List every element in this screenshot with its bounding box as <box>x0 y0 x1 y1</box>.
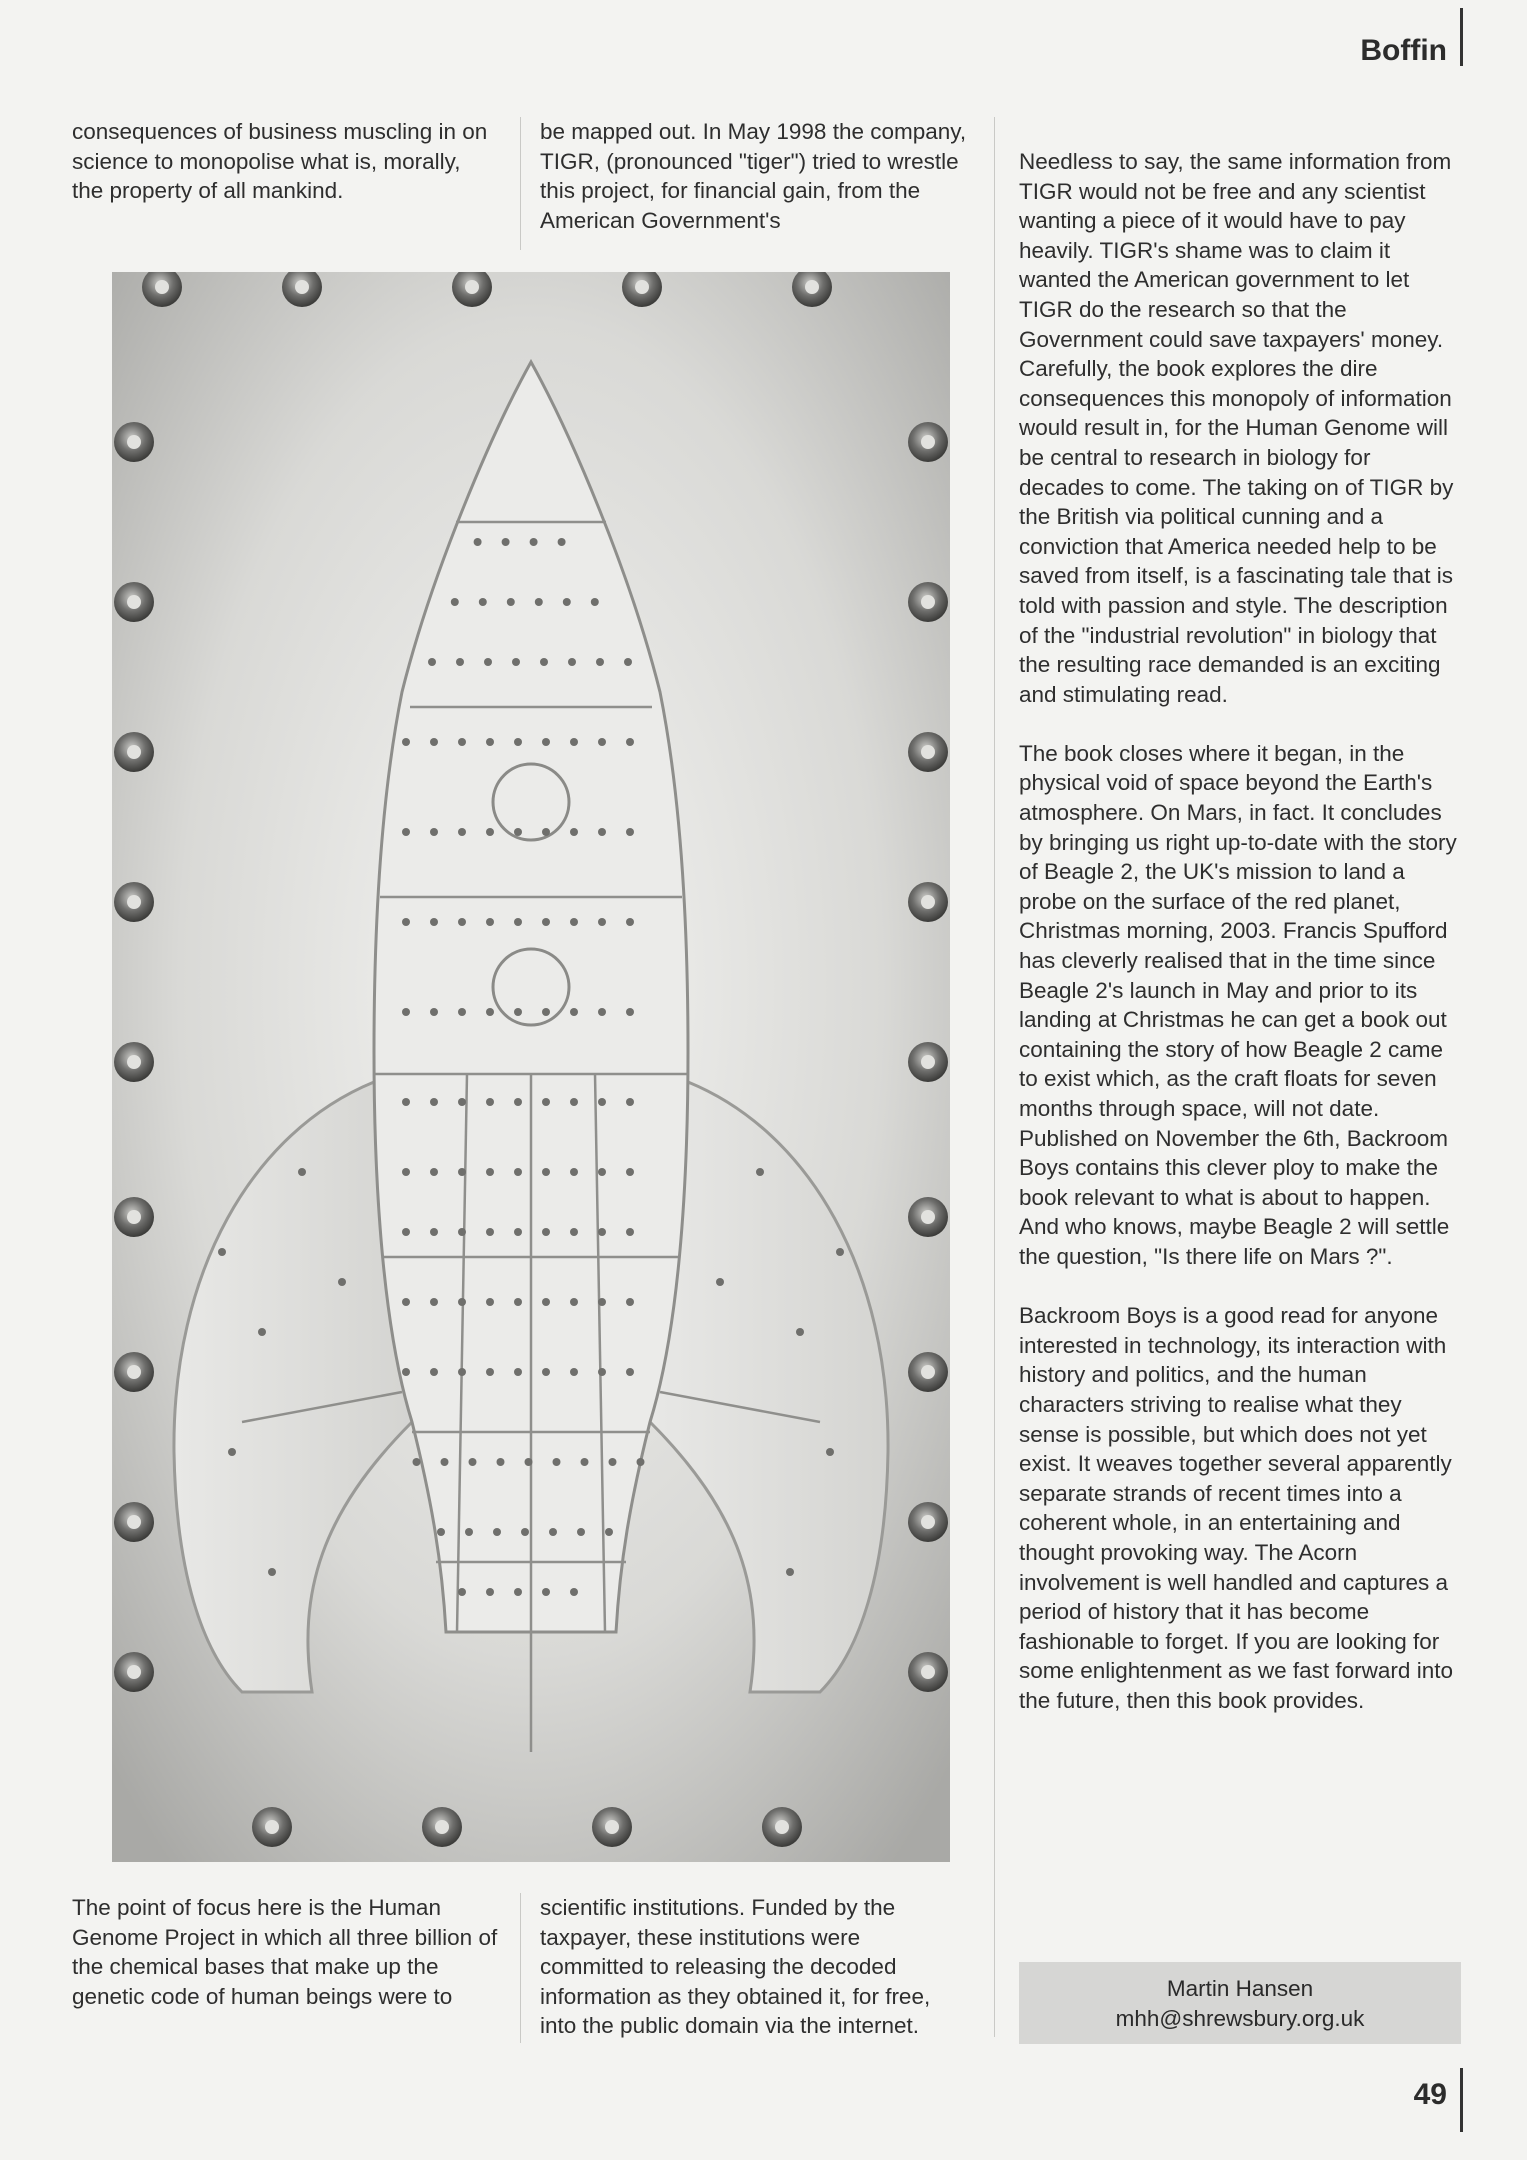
rivet <box>540 658 548 666</box>
paragraph: be mapped out. In May 1998 the company, TIGR, (pronounced "tiger") tried to wrestle this project, for financial gain, from the American Government's <box>540 119 967 233</box>
rivet <box>542 1228 550 1236</box>
rivet <box>535 598 543 606</box>
rivet <box>428 658 436 666</box>
rivet <box>402 1098 410 1106</box>
header-rule <box>1460 8 1463 66</box>
bolt-head <box>762 1807 802 1847</box>
rivet <box>570 1228 578 1236</box>
bolt-head <box>114 882 154 922</box>
rivet <box>596 658 604 666</box>
rivet <box>451 598 459 606</box>
rivet <box>716 1278 724 1286</box>
paragraph: The book closes where it began, in the physical void of space beyond the Earth's atmosphere. On Mars, in fact. It concludes by bringing us right up-to-date with the story of Beagle 2, the UK's mission to land a probe on the surface of the red planet, Christmas morning, 2003. Francis Spufford has cleverly realised that in the time since Beagle 2's launch in May and prior to its landing at Christmas he can get a book out containing the story of how Beagle 2 came to exist which, as the craft floats for seven months through space, will not date. Published on November the 6th, Backroom Boys contains this clever ploy to make the book relevant to what is about to happen. And who knows, maybe Beagle 2 will settle the question, "Is there life on Mars ?". <box>1019 740 1457 1269</box>
rivet <box>402 918 410 926</box>
bolt-head <box>908 1352 948 1392</box>
rivet <box>570 1168 578 1176</box>
rivet <box>402 1298 410 1306</box>
author-byline <box>1019 1962 1461 2044</box>
bolt-head <box>908 1197 948 1237</box>
author-name: Martin Hansen <box>1166 1976 1314 2001</box>
rivet <box>514 1168 522 1176</box>
bolt-head <box>252 1807 292 1847</box>
rivet <box>469 1458 477 1466</box>
rivet <box>298 1168 306 1176</box>
bolt-head <box>114 582 154 622</box>
rivet <box>514 828 522 836</box>
rivet <box>624 658 632 666</box>
rivet <box>502 538 510 546</box>
rivet <box>598 1228 606 1236</box>
rivet <box>479 598 487 606</box>
rivet <box>786 1568 794 1576</box>
rivet <box>542 1098 550 1106</box>
rivet <box>570 1008 578 1016</box>
rivet <box>484 658 492 666</box>
rivet <box>542 738 550 746</box>
rivet <box>430 738 438 746</box>
rivet <box>430 1368 438 1376</box>
rivet <box>458 1298 466 1306</box>
rivet <box>542 1008 550 1016</box>
rivet <box>756 1168 764 1176</box>
bolt-head <box>114 1652 154 1692</box>
column-middle-bottom <box>540 1893 970 2041</box>
rivet <box>626 1168 634 1176</box>
author-email: mhh@shrewsbury.org.uk <box>1115 2006 1365 2031</box>
rivet <box>486 1168 494 1176</box>
rivet <box>598 1168 606 1176</box>
rivet <box>458 1098 466 1106</box>
bolt-head <box>908 732 948 772</box>
rivet <box>486 918 494 926</box>
rivet <box>549 1528 557 1536</box>
bolt-head <box>114 732 154 772</box>
rivet <box>430 828 438 836</box>
bolt-head <box>908 1652 948 1692</box>
rivet <box>486 1098 494 1106</box>
column-divider-right <box>994 117 995 2037</box>
rivet <box>796 1328 804 1336</box>
rivet <box>441 1458 449 1466</box>
rivet <box>570 738 578 746</box>
paragraph: Needless to say, the same information from TIGR would not be free and any scientist wanting a piece of it would have to pay heavily. TIGR's shame was to claim it wanted the American government to let TIGR do the research so that the Government could save taxpayers' money. Carefully, the book explores the dire consequences this monopoly of information would result in, for the Human Genome will be central to research in biology for decades to come. The taking on of TIGR by the British via political cunning and a conviction that America needed help to be saved from itself, is a fascinating tale that is told with passion and style. The description of the "industrial revolution" in biology that the resulting race demanded is an exciting and stimulating read. <box>1019 149 1454 707</box>
page-number: 49 <box>1413 2078 1447 2111</box>
footer-rule <box>1460 2068 1463 2132</box>
rivet <box>512 658 520 666</box>
rivet <box>514 1098 522 1106</box>
rivet <box>521 1528 529 1536</box>
section-header: Boffin <box>1360 34 1447 67</box>
rivet <box>514 738 522 746</box>
rivet <box>458 918 466 926</box>
rivet <box>570 1098 578 1106</box>
rivet <box>458 1588 466 1596</box>
rivet <box>626 1298 634 1306</box>
column-right <box>1019 147 1459 1745</box>
rivet <box>430 1228 438 1236</box>
rivet <box>486 1298 494 1306</box>
rivet <box>402 738 410 746</box>
rivet <box>598 1008 606 1016</box>
paragraph: consequences of business muscling in on science to monopolise what is, morally, the property of all mankind. <box>72 119 488 204</box>
rivet <box>258 1328 266 1336</box>
rivet <box>542 1588 550 1596</box>
bolt-head <box>908 882 948 922</box>
rivet <box>570 1298 578 1306</box>
rivet <box>268 1568 276 1576</box>
column-left-top <box>72 117 492 206</box>
column-left-bottom <box>72 1893 502 2011</box>
rivet <box>514 1588 522 1596</box>
rivet <box>542 1368 550 1376</box>
rivet <box>218 1248 226 1256</box>
bolt-head <box>422 1807 462 1847</box>
rivet <box>570 1368 578 1376</box>
rivet <box>465 1528 473 1536</box>
rivet <box>430 918 438 926</box>
rivet <box>430 1008 438 1016</box>
bolt-head <box>114 1042 154 1082</box>
paragraph: scientific institutions. Funded by the taxpayer, these institutions were committed to releasing the decoded information as they obtained it, for free, into the public domain via the internet. <box>540 1895 931 2039</box>
rivet <box>826 1448 834 1456</box>
rivet <box>514 1228 522 1236</box>
rivet <box>570 828 578 836</box>
rivet <box>458 738 466 746</box>
rivet <box>456 658 464 666</box>
rivet <box>598 1098 606 1106</box>
rivet <box>430 1298 438 1306</box>
bolt-head <box>114 1502 154 1542</box>
rivet <box>598 918 606 926</box>
rivet <box>530 538 538 546</box>
rivet <box>626 828 634 836</box>
rivet <box>514 918 522 926</box>
bolt-head <box>114 422 154 462</box>
rivet <box>486 828 494 836</box>
rivet <box>402 1368 410 1376</box>
rivet <box>542 828 550 836</box>
rivet <box>458 1008 466 1016</box>
rivet <box>525 1458 533 1466</box>
rivet <box>474 538 482 546</box>
bolt-head <box>592 1807 632 1847</box>
rivet <box>228 1448 236 1456</box>
rivet <box>577 1528 585 1536</box>
bolt-head <box>908 1042 948 1082</box>
rivet <box>598 1298 606 1306</box>
rivet <box>430 1168 438 1176</box>
rivet <box>507 598 515 606</box>
rivet <box>486 1228 494 1236</box>
bolt-head <box>114 1352 154 1392</box>
rivet <box>626 1228 634 1236</box>
rivet <box>486 1368 494 1376</box>
rivet <box>637 1458 645 1466</box>
rivet <box>542 918 550 926</box>
rivet <box>402 1228 410 1236</box>
rivet <box>598 1368 606 1376</box>
column-middle-top <box>540 117 970 235</box>
column-divider-bottom <box>520 1893 521 2043</box>
rivet <box>514 1298 522 1306</box>
rivet <box>402 1008 410 1016</box>
rivet <box>626 738 634 746</box>
rivet <box>458 1228 466 1236</box>
rivet <box>591 598 599 606</box>
paragraph: The point of focus here is the Human Genome Project in which all three billion of the chemical bases that make up the genetic code of human beings were to <box>72 1895 498 2009</box>
rivet <box>626 1368 634 1376</box>
rivet <box>542 1298 550 1306</box>
rivet <box>836 1248 844 1256</box>
rivet <box>338 1278 346 1286</box>
rivet <box>430 1098 438 1106</box>
rivet <box>626 1008 634 1016</box>
rivet <box>553 1458 561 1466</box>
rivet <box>458 828 466 836</box>
rivet <box>437 1528 445 1536</box>
rivet <box>486 738 494 746</box>
bolt-head <box>908 582 948 622</box>
bolt-head <box>908 1502 948 1542</box>
rivet <box>626 1098 634 1106</box>
rivet <box>486 1588 494 1596</box>
column-divider-top <box>520 117 521 250</box>
rivet <box>514 1368 522 1376</box>
rivet <box>497 1458 505 1466</box>
rivet <box>402 1168 410 1176</box>
rivet <box>514 1008 522 1016</box>
bolt-head <box>114 1197 154 1237</box>
rocket-relief-photo <box>112 272 950 1862</box>
rivet <box>605 1528 613 1536</box>
rivet <box>402 828 410 836</box>
rivet <box>558 538 566 546</box>
rivet <box>413 1458 421 1466</box>
bolt-head <box>908 422 948 462</box>
rivet <box>458 1168 466 1176</box>
rivet <box>609 1458 617 1466</box>
rivet <box>581 1458 589 1466</box>
rivet <box>486 1008 494 1016</box>
rivet <box>570 1588 578 1596</box>
rivet <box>542 1168 550 1176</box>
rivet <box>458 1368 466 1376</box>
rivet <box>568 658 576 666</box>
rivet <box>626 918 634 926</box>
rivet <box>598 828 606 836</box>
rivet <box>563 598 571 606</box>
rivet <box>598 738 606 746</box>
paragraph: Backroom Boys is a good read for anyone interested in technology, its interaction with history and politics, and the human characters striving to realise what they sense is possible, but which does not yet exist. It weaves together several apparently separate strands of recent times into a coherent whole, in an entertaining and thought provoking way. The Acorn involvement is well handled and captures a period of history that it has become fashionable to forget. If you are looking for some enlightenment as we fast forward into the future, then this book provides. <box>1019 1303 1453 1713</box>
rivet <box>570 918 578 926</box>
rivet <box>493 1528 501 1536</box>
